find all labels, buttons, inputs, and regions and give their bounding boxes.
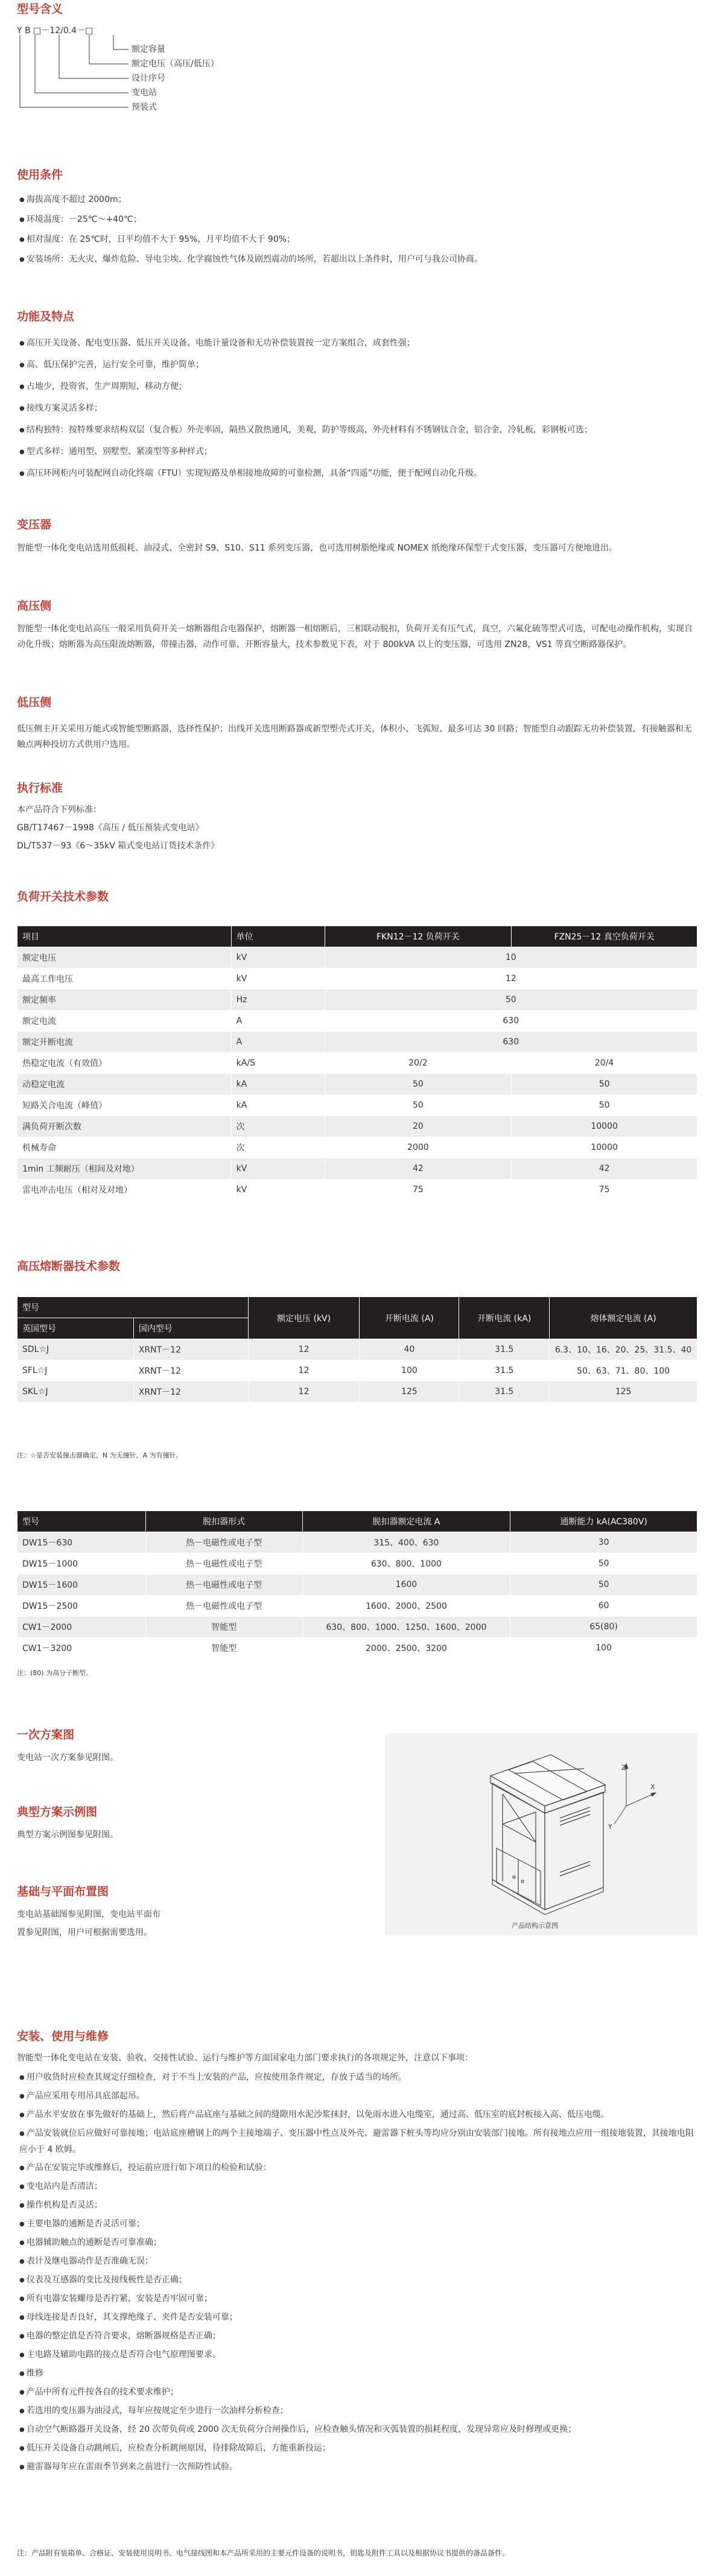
table-row — [17, 990, 697, 1011]
list-item: ● 高压开关设备、配电变压器、低压开关设备、电能计量设备和无功补偿装置按一定方案组合，成套性强； — [17, 335, 697, 352]
list-item: ● 电器辅助触点的通断是否可靠准确； — [17, 2235, 697, 2251]
table-row — [17, 1116, 697, 1137]
foundation-text — [17, 1907, 160, 1940]
table-row — [17, 1074, 697, 1095]
cell-unit: A — [231, 1011, 325, 1032]
cell-unit: kV — [231, 947, 325, 968]
product-structure-diagram — [385, 1734, 697, 1936]
table-header: 开断电流 (A) — [360, 1297, 459, 1339]
install-list — [17, 2069, 697, 2475]
cell-unit: kV — [231, 1179, 325, 1201]
standards-line: 本产品符合下列标准： — [17, 805, 101, 815]
cell-value-fzn: 20/4 — [512, 1053, 697, 1074]
scheme1-text: 变电站一次方案参见附图。 — [17, 1753, 118, 1763]
table-header: 脱扣器额定电流 A — [302, 1511, 510, 1532]
table-row — [17, 1339, 697, 1360]
cell-breaking-ka: 31.5 — [459, 1381, 550, 1403]
cell-en-model: SFL☆J — [17, 1360, 134, 1381]
legend-prefabricated: 预装式 — [132, 103, 157, 112]
cell-trip: 热－电磁性或电子型 — [145, 1596, 302, 1617]
cell-voltage: 12 — [248, 1360, 360, 1381]
table-header: FZN25－12 真空负荷开关 — [512, 926, 697, 947]
cell-voltage: 12 — [248, 1339, 360, 1360]
cell-value-fkn: 50 — [325, 1095, 512, 1116]
table-row — [17, 1553, 697, 1574]
table-row — [17, 1053, 697, 1074]
fuse-table — [17, 1296, 697, 1403]
table-row — [17, 1360, 697, 1381]
axis-z-label: Z — [621, 1764, 626, 1772]
section-title-lv: 低压侧 — [17, 696, 52, 709]
table-row — [17, 1381, 697, 1403]
table-row — [17, 1596, 697, 1617]
table-row — [17, 1011, 697, 1032]
cell-item: 额定频率 — [17, 990, 232, 1011]
cell-item: 满负荷开断次数 — [17, 1116, 232, 1137]
table-row — [17, 1179, 697, 1201]
breaker-note: 注：(80) 为高分子断型。 — [17, 1669, 93, 1677]
cell-item: 热稳定电流（有效值） — [17, 1053, 232, 1074]
cell-model: DW15－2500 — [17, 1596, 146, 1617]
transformer-text: 智能型一体化变电站选用低损耗、油浸式、全密封 S9、S10、S11 系列变压器，也可选用树脂绝缘或 NOMEX 纸绝缘环保型干式变压器，变压器可方便地进出。 — [17, 543, 618, 553]
substation-drawing — [385, 1734, 697, 1936]
diagram-caption: 产品结构示意图 — [512, 1922, 558, 1930]
list-item: ● 母线连接是否良好，其支撑绝缘子、夹件是否安装可靠； — [17, 2309, 697, 2326]
table-row — [17, 1137, 697, 1158]
table-header: FKN12－12 负荷开关 — [325, 926, 512, 947]
load-switch-table — [17, 926, 697, 1201]
list-item: ● 操作机构是否灵活； — [17, 2197, 697, 2214]
cell-rated: 50、63、71、80、100 — [550, 1360, 697, 1381]
cell-model: DW15－1600 — [17, 1574, 146, 1596]
list-item: ● 产品安装就位后应做好可靠接地；电站底座槽钢上的两个主接地端子、变压器中性点及外壳、避雷器下桩头等均应分别由安装部门接地。所有接地点应用一组接地装置，其接地电阻应小于 4 欧姆。 — [17, 2126, 697, 2158]
cell-unit: kV — [231, 1158, 325, 1179]
list-item: ● 低压开关设备自动跳闸后，应检查分析跳闸原因，待排除故障后，方能重新投运； — [17, 2440, 697, 2457]
list-item: ● 占地少，投资省，生产周期短，移动方便； — [17, 379, 697, 395]
list-item: ● 型式多样：通用型、别墅型、紧凑型等多种样式； — [17, 444, 697, 460]
cell-value: 630 — [325, 1011, 697, 1032]
list-item: ● 安装场所：无火灾、爆炸危险、导电尘埃、化学腐蚀性气体及剧烈震动的场所，若超出以上条件时，用户可与我公司协商。 — [17, 251, 697, 268]
cell-current: 1600、2000、2500 — [302, 1596, 510, 1617]
table-header: 熔体额定电流 (A) — [550, 1297, 697, 1339]
cell-breaking-ka: 31.5 — [459, 1360, 550, 1381]
list-item: ● 产品中所有元件按各自的技术要求维护； — [17, 2384, 697, 2401]
list-item: ● 维修 — [17, 2366, 697, 2382]
list-item: ● 环境温度：－25℃～+40℃； — [17, 212, 697, 228]
section-title-transformer: 变压器 — [17, 518, 52, 531]
cell-value: 50 — [325, 990, 697, 1011]
cell-en-model: SKL☆J — [17, 1381, 134, 1403]
cell-model: CW1－3200 — [17, 1638, 146, 1659]
cell-value-fkn: 20/2 — [325, 1053, 512, 1074]
section-title-load-switch: 负荷开关技术参数 — [17, 890, 109, 903]
cell-capacity: 50 — [510, 1574, 697, 1596]
cell-trip: 热－电磁性或电子型 — [145, 1553, 302, 1574]
cell-unit: Hz — [231, 990, 325, 1011]
cell-unit: kA — [231, 1095, 325, 1116]
list-item: ● 仪表及互感器的变比及接线极性是否正确； — [17, 2272, 697, 2288]
list-item: ● 接线方案灵活多样； — [17, 400, 697, 417]
cell-value-fzn: 42 — [512, 1158, 697, 1179]
cell-trip: 热－电磁性或电子型 — [145, 1574, 302, 1596]
model-code-diagram — [17, 24, 219, 136]
cell-current: 315、400、630 — [302, 1532, 510, 1553]
table-row — [17, 947, 697, 968]
legend-substation: 变电站 — [132, 88, 157, 98]
model-code: Y B □－12/0.4－□ — [17, 26, 94, 36]
foundation-line: 变电站基础图参见附图，变电站平面布 — [17, 1910, 160, 1919]
install-intro: 智能型一体化变电站在安装、验收、交接性试验、运行与维护等方面国家电力部门要求执行的各项规定外，注意以下事项： — [17, 2053, 473, 2063]
table-row — [17, 968, 697, 990]
features-list — [17, 335, 697, 482]
table-header: 型号 — [17, 1511, 146, 1532]
legend-rated-voltage: 额定电压（高压/低压） — [132, 59, 219, 69]
table-header: 英国型号 — [17, 1318, 134, 1339]
axis-x-label: X — [650, 1783, 655, 1791]
cell-item: 额定电流 — [17, 1011, 232, 1032]
legend-design-number: 设计序号 — [132, 74, 165, 83]
section-title-model: 型号含义 — [17, 2, 63, 16]
list-item: ● 避雷器每年应在雷雨季节到来之前进行一次预防性试验。 — [17, 2459, 697, 2475]
cell-voltage: 12 — [248, 1381, 360, 1403]
cell-value-fzn: 50 — [512, 1074, 697, 1095]
list-item: ● 电器的整定值是否符合要求，熔断器规格是否正确； — [17, 2328, 697, 2344]
cell-value-fkn: 50 — [325, 1074, 512, 1095]
cell-item: 动稳定电流 — [17, 1074, 232, 1095]
table-row — [17, 1638, 697, 1659]
section-title-scheme2: 典型方案示例图 — [17, 1805, 98, 1819]
cell-rated: 6.3、10、16、20、25、31.5、40 — [550, 1339, 697, 1360]
list-item: ● 结构独特：按特殊要求结构双层（复合板）外壳率固，隔热又散热通风，美观，防护等级高，外壳材料有不锈钢钛合金，铝合金，冷轧板，彩钢板可选； — [17, 422, 697, 438]
list-item: ● 产品在安装完毕或维修后，投运前应进行如下项目的检验和试验： — [17, 2160, 697, 2176]
cell-current: 1600 — [302, 1574, 510, 1596]
section-title-scheme1: 一次方案图 — [17, 1728, 75, 1741]
list-item: ● 主电路及辅助电路的接点是否符合电气原理图要求。 — [17, 2347, 697, 2363]
scheme2-text: 典型方案示例图参见附图。 — [17, 1830, 118, 1840]
cell-capacity: 100 — [510, 1638, 697, 1659]
section-title-hv: 高压侧 — [17, 599, 52, 613]
cell-breaking-a: 125 — [360, 1381, 459, 1403]
list-item: ● 海拔高度不超过 2000m； — [17, 192, 697, 208]
usage-list — [17, 192, 697, 268]
cell-cn-model: XRNT－12 — [133, 1339, 248, 1360]
table-header: 开断电流 (kA) — [459, 1297, 550, 1339]
cell-model: CW1－2000 — [17, 1617, 146, 1638]
table-header: 国内型号 — [133, 1318, 248, 1339]
table-header: 型号 — [17, 1297, 249, 1318]
cell-value: 12 — [325, 968, 697, 990]
cell-en-model: SDL☆J — [17, 1339, 134, 1360]
axis-y-label: Y — [608, 1823, 612, 1831]
section-title-install: 安装、使用与维修 — [17, 2030, 109, 2043]
cell-item: 雷电冲击电压（相对及对地） — [17, 1179, 232, 1201]
fuse-note: 注：☆是否安装撞击器确定，N 为无撞针，A 为有撞针。 — [17, 1451, 183, 1459]
cell-current: 630、800、1000、1250、1600、2000 — [302, 1617, 510, 1638]
cell-breaking-a: 100 — [360, 1360, 459, 1381]
cell-value: 10 — [325, 947, 697, 968]
lv-text: 低压侧主开关采用万能式或智能型断路器，选择性保护；出线开关选用断路器或新型塑壳式开关，体积小、飞弧短、最多可达 30 回路；智能型自动跟踪无功补偿装置，有接触器和无触点两种投切方式供用户选用。 — [17, 724, 692, 750]
legend-rated-capacity: 额定容量 — [132, 45, 165, 54]
standards-line: GB/T17467－1998《高压 / 低压预装式变电站》 — [17, 823, 204, 833]
table-row — [17, 1032, 697, 1053]
cell-breaking-a: 40 — [360, 1339, 459, 1360]
section-title-features: 功能及特点 — [17, 310, 75, 323]
list-item: ● 主要电器的通断是否灵活可靠； — [17, 2216, 697, 2232]
cell-item: 额定开断电流 — [17, 1032, 232, 1053]
cell-value-fzn: 75 — [512, 1179, 697, 1201]
cell-unit: kA/S — [231, 1053, 325, 1074]
standards-list — [17, 802, 219, 854]
list-item: ● 用户收货时应检查其规定仔细检查，对于不当上安装的产品，应按使用条件规定，存放于适当的场所。 — [17, 2069, 697, 2086]
cell-unit: 次 — [231, 1116, 325, 1137]
table-row — [17, 1532, 697, 1553]
standards-line: DL/T537－93《6～35kV 箱式变电站订货技术条件》 — [17, 841, 220, 851]
table-header: 脱扣器形式 — [145, 1511, 302, 1532]
table-header: 单位 — [231, 926, 325, 947]
table-header: 项目 — [17, 926, 232, 947]
cell-cn-model: XRNT－12 — [133, 1360, 248, 1381]
cell-value-fkn: 75 — [325, 1179, 512, 1201]
section-title-standards: 执行标准 — [17, 781, 63, 795]
cell-value-fkn: 20 — [325, 1116, 512, 1137]
table-row — [17, 1574, 697, 1596]
cell-rated: 125 — [550, 1381, 697, 1403]
cell-model: DW15－630 — [17, 1532, 146, 1553]
cell-value-fzn: 10000 — [512, 1137, 697, 1158]
list-item: ● 自动空气断路器开关设备，经 20 次带负荷或 2000 次无负荷分合闸操作后，应检查触头情况和灭弧装置的损耗程度，发现异常应及时修理或更换； — [17, 2422, 697, 2438]
list-item: ● 表计及继电器动作是否准确无误； — [17, 2253, 697, 2270]
table-row — [17, 1158, 697, 1179]
install-footer-note: 注：产品附有装箱单、合格证、安装使用说明书、电气接线图和本产品所采用的主要元件设备的说明书，钥匙及附件工具以及根据协议书提供的备品备件。 — [17, 2549, 510, 2557]
list-item: ● 高、低压保护完善，运行安全可靠，维护简单； — [17, 357, 697, 373]
cell-item: 1min 工频耐压（相间及对地） — [17, 1158, 232, 1179]
list-item: ● 变电站内是否清洁； — [17, 2179, 697, 2195]
cell-model: DW15－1000 — [17, 1553, 146, 1574]
cell-current: 630、800、1000 — [302, 1553, 510, 1574]
list-item: ● 所有电器安装螺母是否拧紧，安装是否牢固可靠； — [17, 2291, 697, 2307]
cell-unit: A — [231, 1032, 325, 1053]
cell-value-fzn: 10000 — [512, 1116, 697, 1137]
cell-current: 2000、2500、3200 — [302, 1638, 510, 1659]
list-item: ● 产品应采用专用吊具底部起吊。 — [17, 2088, 697, 2104]
table-row — [17, 1617, 697, 1638]
cell-value-fzn: 50 — [512, 1095, 697, 1116]
cell-breaking-ka: 31.5 — [459, 1339, 550, 1360]
list-item: ● 高压环网柜内可装配网自动化终端（FTU）实现短路及单相接地故障的可靠检测，具备“四遥”功能，便于配网自动化升级。 — [17, 466, 697, 482]
table-header: 额定电压 (kV) — [248, 1297, 360, 1339]
cell-cn-model: XRNT－12 — [133, 1381, 248, 1403]
cell-item: 最高工作电压 — [17, 968, 232, 990]
table-row — [17, 1095, 697, 1116]
cell-unit: 次 — [231, 1137, 325, 1158]
cell-capacity: 50 — [510, 1553, 697, 1574]
breaker-table — [17, 1511, 697, 1659]
section-title-fuse: 高压熔断器技术参数 — [17, 1260, 121, 1273]
list-item: ● 相对湿度：在 25℃时，日平均值不大于 95%，月平均值不大于 90%； — [17, 232, 697, 248]
cell-trip: 智能型 — [145, 1617, 302, 1638]
cell-item: 机械寿命 — [17, 1137, 232, 1158]
list-item: ● 产品水平安放在事先做好的基础上，然后将产品底座与基础之间的缝隙用水泥沙浆抹封，以免雨水进入电缆室，通过高、低压室的底封板接入高、低压电缆。 — [17, 2107, 697, 2123]
cell-trip: 热－电磁性或电子型 — [145, 1532, 302, 1553]
section-title-usage: 使用条件 — [17, 168, 63, 182]
model-legend-lines — [17, 24, 138, 136]
cell-capacity: 60 — [510, 1596, 697, 1617]
cell-capacity: 30 — [510, 1532, 697, 1553]
cell-value-fkn: 2000 — [325, 1137, 512, 1158]
cell-value-fkn: 42 — [325, 1158, 512, 1179]
cell-item: 短路关合电流（峰值） — [17, 1095, 232, 1116]
cell-value: 630 — [325, 1032, 697, 1053]
foundation-line: 置参见附图，用户可根据需要选用。 — [17, 1928, 152, 1937]
hv-text: 智能型一体化变电站高压一般采用负荷开关－熔断器组合电器保护，熔断器一相熔断后，三相联动脱扣，负荷开关有压气式，真空，六氟化硫等型式可选，可配电动操作机构，实现自动化升级；熔断器为高压限流熔断器，带撞击器，动作可靠，开断容量大，技术参数见下表，对于 800kVA 以上的变压器，可选用 ZN28，VS1 等真空断路器保护。 — [17, 624, 693, 649]
cell-unit: kV — [231, 968, 325, 990]
table-header: 通断能力 kA(AC380V) — [510, 1511, 697, 1532]
cell-trip: 智能型 — [145, 1638, 302, 1659]
list-item: ● 若选用的变压器为油浸式，每年应按规定至少进行一次油样分析检查； — [17, 2403, 697, 2419]
section-title-foundation: 基础与平面布置图 — [17, 1885, 109, 1898]
cell-item: 额定电压 — [17, 947, 232, 968]
cell-capacity: 65(80) — [510, 1617, 697, 1638]
cell-unit: kA — [231, 1074, 325, 1095]
